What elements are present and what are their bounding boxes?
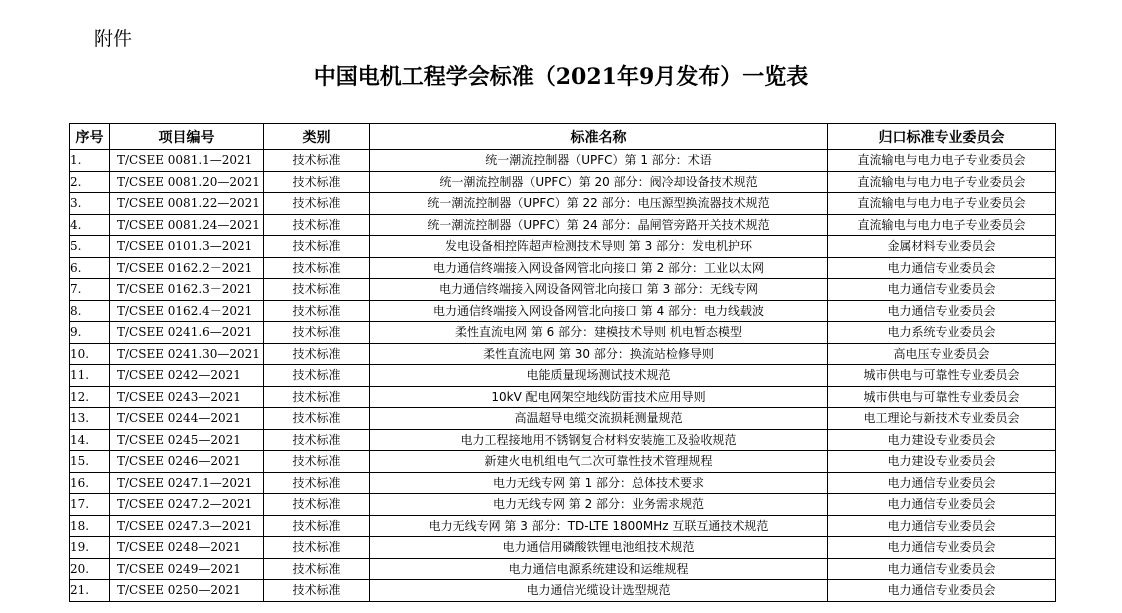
- cell-standard-name: 电力通信用磷酸铁锂电池组技术规范: [370, 537, 828, 559]
- cell-committee: 电力通信专业委员会: [828, 494, 1056, 516]
- cell-standard-name: 电力工程接地用不锈钢复合材料安装施工及验收规范: [370, 429, 828, 451]
- cell-standard-name: 电力通信终端接入网设备网管北向接口 第 4 部分：电力线载波: [370, 300, 828, 322]
- cell-project-code: T/CSEE 0243—2021: [110, 386, 264, 408]
- cell-number: 18.: [70, 515, 110, 537]
- cell-category: 技术标准: [264, 580, 370, 602]
- cell-category: 技术标准: [264, 408, 370, 430]
- standards-table: [69, 123, 1056, 602]
- cell-project-code: T/CSEE 0241.30—2021: [110, 343, 264, 365]
- cell-standard-name: 发电设备相控阵超声检测技术导则 第 3 部分：发电机护环: [370, 236, 828, 258]
- table-row: [70, 214, 1056, 236]
- cell-number: 20.: [70, 558, 110, 580]
- column-header-category: 类别: [264, 124, 370, 150]
- cell-committee: 电力通信专业委员会: [828, 472, 1056, 494]
- cell-standard-name: 电力通信光缆设计选型规范: [370, 580, 828, 602]
- cell-committee: 电力通信专业委员会: [828, 537, 1056, 559]
- cell-project-code: T/CSEE 0081.24—2021: [110, 214, 264, 236]
- cell-project-code: T/CSEE 0248—2021: [110, 537, 264, 559]
- cell-number: 8.: [70, 300, 110, 322]
- cell-standard-name: 10kV 配电网架空地线防雷技术应用导则: [370, 386, 828, 408]
- cell-project-code: T/CSEE 0081.1—2021: [110, 150, 264, 172]
- cell-project-code: T/CSEE 0247.3—2021: [110, 515, 264, 537]
- cell-category: 技术标准: [264, 515, 370, 537]
- cell-project-code: T/CSEE 0249—2021: [110, 558, 264, 580]
- cell-standard-name: 柔性直流电网 第 30 部分：换流站检修导则: [370, 343, 828, 365]
- cell-category: 技术标准: [264, 171, 370, 193]
- cell-committee: 电力通信专业委员会: [828, 257, 1056, 279]
- cell-committee: 直流输电与电力电子专业委员会: [828, 214, 1056, 236]
- table-row: [70, 558, 1056, 580]
- cell-standard-name: 电力通信电源系统建设和运维规程: [370, 558, 828, 580]
- table-row: [70, 408, 1056, 430]
- cell-category: 技术标准: [264, 236, 370, 258]
- cell-committee: 电力建设专业委员会: [828, 451, 1056, 473]
- cell-project-code: T/CSEE 0162.4－2021: [110, 300, 264, 322]
- cell-number: 21.: [70, 580, 110, 602]
- table-row: [70, 300, 1056, 322]
- cell-category: 技术标准: [264, 343, 370, 365]
- table-row: [70, 365, 1056, 387]
- cell-committee: 电力通信专业委员会: [828, 279, 1056, 301]
- cell-project-code: T/CSEE 0250—2021: [110, 580, 264, 602]
- cell-number: 19.: [70, 537, 110, 559]
- cell-committee: 电力系统专业委员会: [828, 322, 1056, 344]
- cell-project-code: T/CSEE 0081.20—2021: [110, 171, 264, 193]
- cell-committee: 电力通信专业委员会: [828, 515, 1056, 537]
- header-row: [70, 124, 1056, 150]
- cell-committee: 高电压专业委员会: [828, 343, 1056, 365]
- cell-project-code: T/CSEE 0246—2021: [110, 451, 264, 473]
- table-row: [70, 193, 1056, 215]
- cell-number: 15.: [70, 451, 110, 473]
- cell-project-code: T/CSEE 0081.22—2021: [110, 193, 264, 215]
- cell-category: 技术标准: [264, 537, 370, 559]
- cell-standard-name: 电能质量现场测试技术规范: [370, 365, 828, 387]
- table-row: [70, 472, 1056, 494]
- attachment-label: 附件: [94, 28, 133, 50]
- table-row: [70, 429, 1056, 451]
- cell-standard-name: 新建火电机组电气二次可靠性技术管理规程: [370, 451, 828, 473]
- cell-category: 技术标准: [264, 429, 370, 451]
- cell-project-code: T/CSEE 0242—2021: [110, 365, 264, 387]
- cell-number: 4.: [70, 214, 110, 236]
- cell-standard-name: 高温超导电缆交流损耗测量规范: [370, 408, 828, 430]
- cell-project-code: T/CSEE 0245—2021: [110, 429, 264, 451]
- cell-standard-name: 统一潮流控制器（UPFC）第 22 部分：电压源型换流器技术规范: [370, 193, 828, 215]
- table-row: [70, 494, 1056, 516]
- cell-number: 11.: [70, 365, 110, 387]
- column-header-committee: 归口标准专业委员会: [828, 124, 1056, 150]
- page-title: 中国电机工程学会标准（2021年9月发布）一览表: [313, 64, 809, 90]
- cell-category: 技术标准: [264, 451, 370, 473]
- cell-committee: 电力通信专业委员会: [828, 558, 1056, 580]
- cell-committee: 电力通信专业委员会: [828, 580, 1056, 602]
- table-row: [70, 537, 1056, 559]
- cell-project-code: T/CSEE 0241.6—2021: [110, 322, 264, 344]
- cell-committee: 金属材料专业委员会: [828, 236, 1056, 258]
- cell-category: 技术标准: [264, 150, 370, 172]
- column-header-standard-name: 标准名称: [370, 124, 828, 150]
- table-row: [70, 279, 1056, 301]
- cell-committee: 直流输电与电力电子专业委员会: [828, 171, 1056, 193]
- cell-category: 技术标准: [264, 193, 370, 215]
- cell-number: 13.: [70, 408, 110, 430]
- column-header-number: 序号: [70, 124, 110, 150]
- cell-category: 技术标准: [264, 558, 370, 580]
- cell-committee: 直流输电与电力电子专业委员会: [828, 193, 1056, 215]
- cell-standard-name: 电力通信终端接入网设备网管北向接口 第 3 部分：无线专网: [370, 279, 828, 301]
- cell-committee: 电工理论与新技术专业委员会: [828, 408, 1056, 430]
- cell-project-code: T/CSEE 0247.2—2021: [110, 494, 264, 516]
- cell-number: 1.: [70, 150, 110, 172]
- column-header-project-code: 项目编号: [110, 124, 264, 150]
- cell-category: 技术标准: [264, 300, 370, 322]
- table-row: [70, 257, 1056, 279]
- table-row: [70, 236, 1056, 258]
- cell-standard-name: 统一潮流控制器（UPFC）第 20 部分：阀冷却设备技术规范: [370, 171, 828, 193]
- cell-category: 技术标准: [264, 279, 370, 301]
- table-row: [70, 343, 1056, 365]
- cell-project-code: T/CSEE 0247.1—2021: [110, 472, 264, 494]
- cell-number: 14.: [70, 429, 110, 451]
- cell-committee: 直流输电与电力电子专业委员会: [828, 150, 1056, 172]
- cell-standard-name: 柔性直流电网 第 6 部分：建模技术导则 机电暂态模型: [370, 322, 828, 344]
- cell-project-code: T/CSEE 0244—2021: [110, 408, 264, 430]
- cell-committee: 城市供电与可靠性专业委员会: [828, 365, 1056, 387]
- cell-number: 16.: [70, 472, 110, 494]
- cell-category: 技术标准: [264, 214, 370, 236]
- cell-committee: 城市供电与可靠性专业委员会: [828, 386, 1056, 408]
- cell-category: 技术标准: [264, 386, 370, 408]
- cell-number: 10.: [70, 343, 110, 365]
- table-row: [70, 150, 1056, 172]
- cell-standard-name: 统一潮流控制器（UPFC）第 24 部分：晶闸管旁路开关技术规范: [370, 214, 828, 236]
- cell-project-code: T/CSEE 0162.3－2021: [110, 279, 264, 301]
- cell-number: 3.: [70, 193, 110, 215]
- cell-standard-name: 电力通信终端接入网设备网管北向接口 第 2 部分：工业以太网: [370, 257, 828, 279]
- cell-number: 5.: [70, 236, 110, 258]
- cell-category: 技术标准: [264, 365, 370, 387]
- cell-category: 技术标准: [264, 322, 370, 344]
- cell-number: 9.: [70, 322, 110, 344]
- cell-category: 技术标准: [264, 257, 370, 279]
- cell-number: 17.: [70, 494, 110, 516]
- cell-standard-name: 统一潮流控制器（UPFC）第 1 部分：术语: [370, 150, 828, 172]
- table-body: [70, 150, 1056, 602]
- cell-committee: 电力建设专业委员会: [828, 429, 1056, 451]
- table-row: [70, 515, 1056, 537]
- table-row: [70, 322, 1056, 344]
- cell-category: 技术标准: [264, 494, 370, 516]
- table-row: [70, 171, 1056, 193]
- cell-category: 技术标准: [264, 472, 370, 494]
- table-row: [70, 386, 1056, 408]
- table-row: [70, 580, 1056, 602]
- cell-project-code: T/CSEE 0101.3—2021: [110, 236, 264, 258]
- cell-number: 2.: [70, 171, 110, 193]
- cell-number: 12.: [70, 386, 110, 408]
- cell-standard-name: 电力无线专网 第 1 部分：总体技术要求: [370, 472, 828, 494]
- cell-project-code: T/CSEE 0162.2－2021: [110, 257, 264, 279]
- cell-number: 6.: [70, 257, 110, 279]
- cell-committee: 电力通信专业委员会: [828, 300, 1056, 322]
- table-row: [70, 451, 1056, 473]
- table-header: [70, 124, 1056, 150]
- cell-standard-name: 电力无线专网 第 2 部分：业务需求规范: [370, 494, 828, 516]
- cell-standard-name: 电力无线专网 第 3 部分：TD-LTE 1800MHz 互联互通技术规范: [370, 515, 828, 537]
- cell-number: 7.: [70, 279, 110, 301]
